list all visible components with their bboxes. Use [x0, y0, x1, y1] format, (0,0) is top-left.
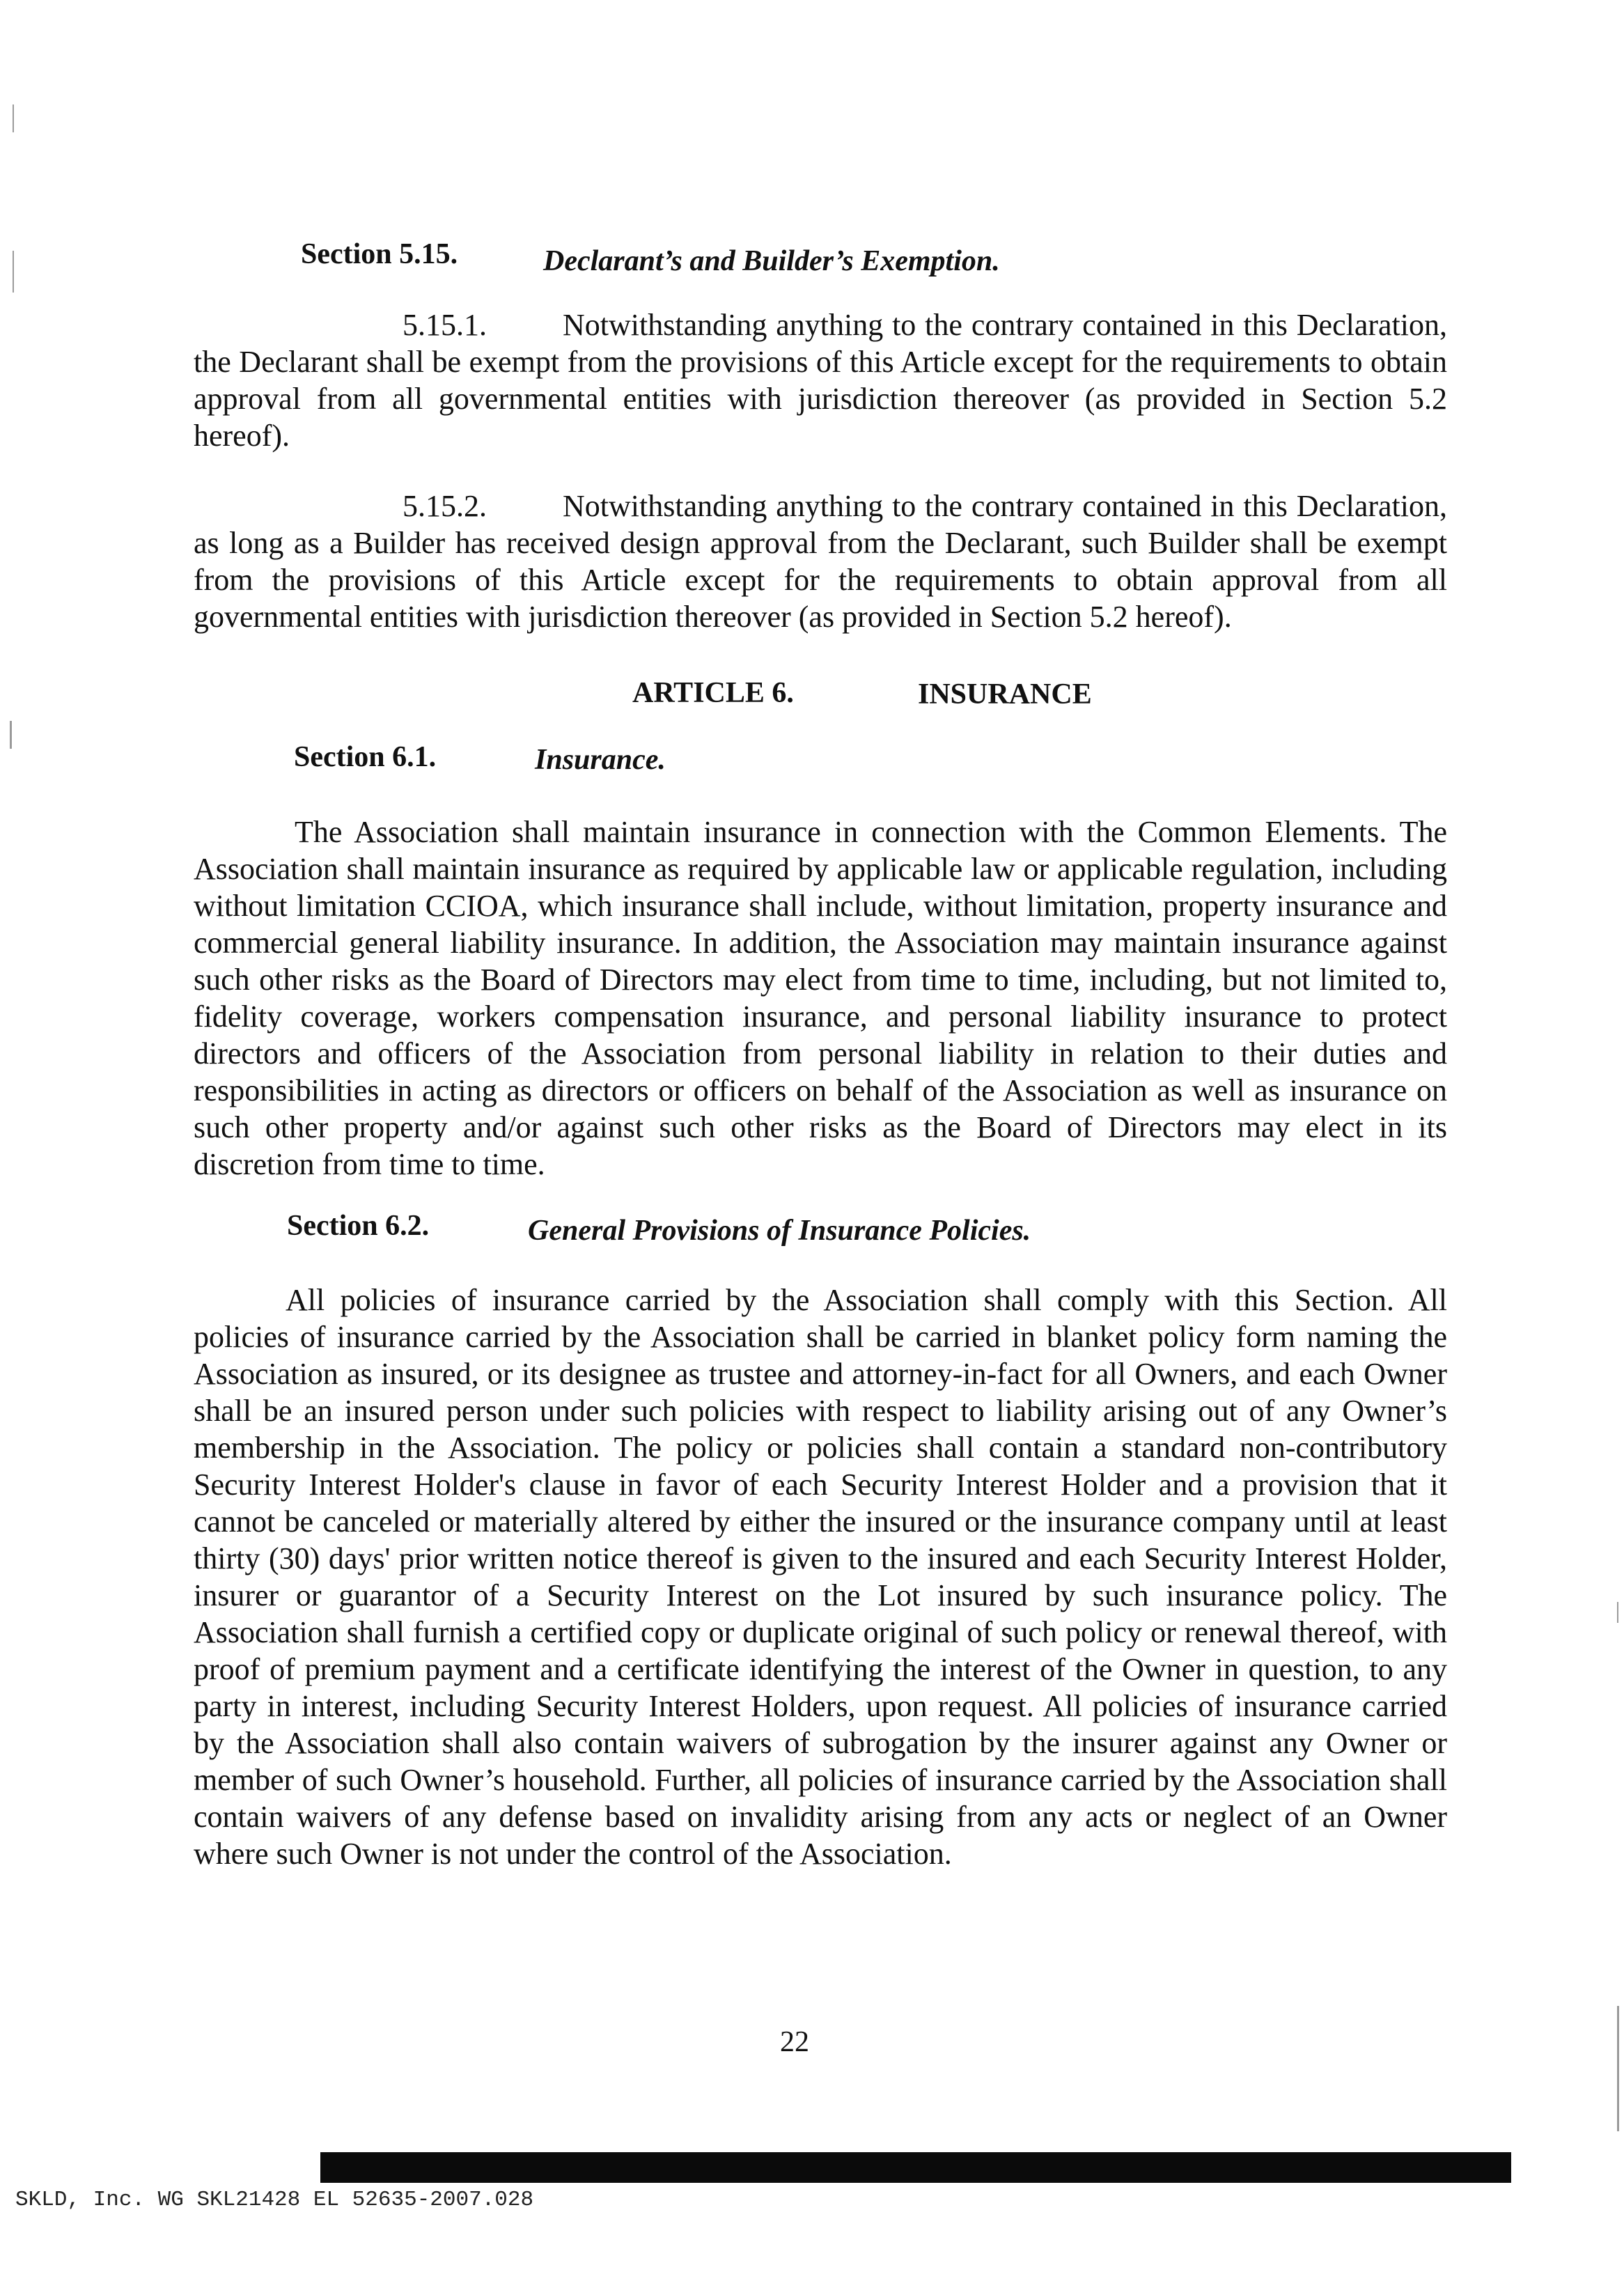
- scan-mark: [1617, 1602, 1618, 1623]
- section-6-2-number: Section 6.2.: [287, 1210, 430, 1242]
- scan-mark: [10, 721, 12, 749]
- section-5-15-title: Declarant’s and Builder’s Exemption.: [543, 245, 1000, 277]
- article-6-title: INSURANCE: [918, 678, 1092, 710]
- paragraph-5-15-1-number: 5.15.1.: [403, 308, 487, 342]
- section-6-2-title: General Provisions of Insurance Policies.: [528, 1215, 1031, 1247]
- paragraph-5-15-1: [194, 306, 1447, 454]
- section-6-1-number: Section 6.1.: [294, 741, 437, 773]
- paragraph-5-15-2-text: Notwithstanding anything to the contrary contained in this Declaration, as long as a Builder has received design approval from the Declarant, such Builder shall be exempt from the provisions of this Article except for the requirements to obtain approval from all governmental entities with jurisdiction thereover (as provided in Section 5.2 hereof).: [194, 489, 1447, 634]
- paragraph-5-15-1-text: Notwithstanding anything to the contrary contained in this Declaration, the Declarant shall be exempt from the provisions of this Article except for the requirements to obtain approval from all governmental entities with jurisdiction thereover (as provided in Section 5.2 hereof).: [194, 308, 1447, 453]
- paragraph-5-15-2: [194, 488, 1447, 635]
- paragraph-6-1: The Association shall maintain insurance in connection with the Common Elements. The Association shall maintain insurance as required by applicable law or applicable regulation, including without limitation CCIOA, which insurance shall include, without limitation, property insurance and commercial general liability insurance. In addition, the Association may maintain insurance against such other risks as the Board of Directors may elect from time to time, including, but not limited to, fidelity coverage, workers compensation insurance, and personal liability insurance to protect directors and officers of the Association from personal liability in relation to their duties and responsibilities in acting as directors or officers on behalf of the Association as well as insurance on such other property and/or against such other risks as the Board of Directors may elect in its discretion from time to time.: [194, 815, 1447, 1181]
- document-reference: SKLD, Inc. WG SKL21428 EL 52635-2007.028: [15, 2188, 534, 2212]
- page-number: 22: [780, 2026, 809, 2058]
- section-6-1-title: Insurance.: [535, 744, 666, 776]
- paragraph-5-15-2-number: 5.15.2.: [403, 489, 487, 523]
- footer-bar: [320, 2152, 1511, 2183]
- section-5-15-number: Section 5.15.: [301, 238, 458, 270]
- scan-mark: [13, 251, 14, 293]
- paragraph-6-2: All policies of insurance carried by the Association shall comply with this Section. All policies of insurance carried by the Association shall be carried in blanket policy form naming the Association as insured, or its designee as trustee and attorney-in-fact for all Owners, and each Owner shall be an insured person under such policies with respect to liability arising out of any Owner’s membership in the Association. The policy or policies shall contain a standard non-contributory Security Interest Holder's clause in favor of each Security Interest Holder and a provision that it cannot be canceled or materially altered by either the insured or the insurance company until at least thirty (30) days' prior written notice thereof is given to the insured and each Security Interest Holder, insurer or guarantor of a Security Interest on the Lot insured by such insurance policy. The Association shall furnish a certified copy or duplicate original of such policy or renewal thereof, with proof of premium payment and a certificate identifying the interest of the Owner in question, to any party in interest, including Security Interest Holders, upon request. All policies of insurance carried by the Association shall also contain waivers of subrogation by the insurer against any Owner or member of such Owner’s household. Further, all policies of insurance carried by the Association shall contain waivers of any defense based on invalidity arising from any acts or neglect of an Owner where such Owner is not under the control of the Association.: [194, 1283, 1447, 1871]
- article-6-label: ARTICLE 6.: [632, 677, 794, 709]
- scan-mark: [1617, 2006, 1619, 2131]
- scan-mark: [13, 104, 14, 132]
